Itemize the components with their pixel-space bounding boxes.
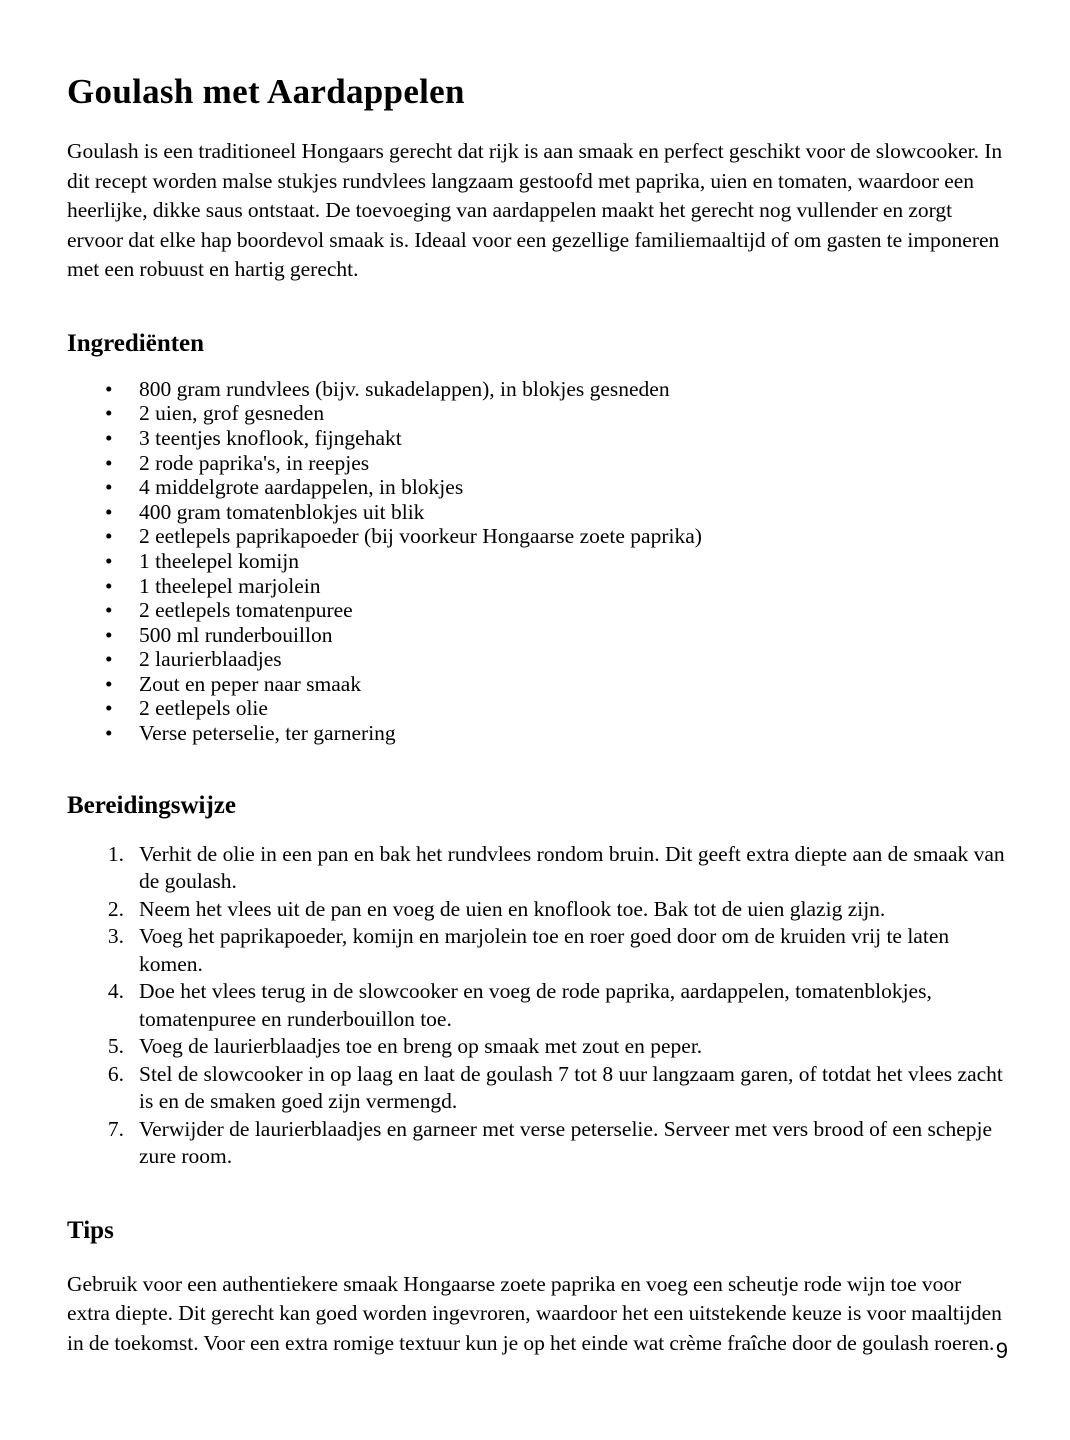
list-item xyxy=(67,1116,1007,1171)
ingredient-text: Zout en peper naar smaak xyxy=(139,671,362,696)
page-number: 9 xyxy=(995,1338,1008,1363)
list-item xyxy=(67,426,1007,451)
bullet-icon: • xyxy=(105,598,113,623)
bullet-icon: • xyxy=(105,376,113,401)
preparation-steps-list xyxy=(67,821,1007,1171)
list-item xyxy=(67,623,1007,648)
bullet-icon: • xyxy=(105,647,113,672)
list-item xyxy=(67,978,1007,1033)
list-item xyxy=(67,672,1007,697)
bullet-icon: • xyxy=(105,499,113,524)
ingredient-text: 400 gram tomatenblokjes uit blik xyxy=(139,499,425,524)
list-item xyxy=(67,377,1007,402)
list-item xyxy=(67,598,1007,623)
bullet-icon: • xyxy=(105,450,113,475)
step-text: Stel de slowcooker in op laag en laat de goulash 7 tot 8 uur langzaam garen, of totdat het vlees zacht is en de smaken goed zijn vermengd. xyxy=(139,1061,1003,1114)
step-number: 6. xyxy=(107,1061,124,1086)
ingredient-text: 3 teentjes knoflook, fijngehakt xyxy=(139,425,402,450)
tips-paragraph: Gebruik voor een authentiekere smaak Hongaarse zoete paprika en voeg een scheutje rode wijn toe voor extra diepte. Dit gerecht kan goed worden ingevroren, waardoor het een uitstekende keuze is voor maaltijden in de toekomst. Voor een extra romige textuur kun je op het einde wat crème fraîche door de goulash roeren. xyxy=(67,1271,1002,1355)
step-number: 7. xyxy=(107,1116,124,1141)
section-heading-ingredients: Ingrediënten xyxy=(67,329,205,357)
step-number: 1. xyxy=(107,841,124,866)
ingredient-text: 800 gram rundvlees (bijv. sukadelappen), in blokjes gesneden xyxy=(139,376,670,401)
step-number: 5. xyxy=(107,1034,124,1059)
list-item xyxy=(67,841,1007,896)
ingredient-text: 2 rode paprika's, in reepjes xyxy=(139,450,370,475)
step-text: Voeg de laurierblaadjes toe en breng op smaak met zout en peper. xyxy=(139,1034,703,1059)
ingredients-list xyxy=(67,359,1007,746)
intro-paragraph: Goulash is een traditioneel Hongaars gerecht dat rijk is aan smaak en perfect geschikt voor de slowcooker. In dit recept worden malse stukjes rundvlees langzaam gestoofd met paprika, uien en tomaten, waardoor een heerlijke, dikke saus ontstaat. De toevoeging van aardappelen maakt het gerecht nog vullender en zorgt ervoor dat elke hap boordevol smaak is. Ideaal voor een gezellige familiemaaltijd of om gasten te imponeren met een robuust en hartig gerecht. xyxy=(67,139,1003,282)
bullet-icon: • xyxy=(105,671,113,696)
ingredient-text: 1 theelepel komijn xyxy=(139,548,300,573)
list-item xyxy=(67,574,1007,599)
list-item xyxy=(67,1061,1007,1116)
list-item xyxy=(67,896,1007,924)
bullet-icon: • xyxy=(105,721,113,746)
ingredient-text: 2 uien, grof gesneden xyxy=(139,401,325,426)
list-item xyxy=(67,500,1007,525)
step-text: Voeg het paprikapoeder, komijn en marjolein toe en roer goed door om de kruiden vrij te laten komen. xyxy=(139,924,950,976)
bullet-icon: • xyxy=(105,622,113,647)
ingredient-text: 2 eetlepels tomatenpuree xyxy=(139,598,353,623)
list-item xyxy=(67,1033,1007,1061)
list-item xyxy=(67,451,1007,476)
list-item xyxy=(67,401,1007,426)
section-heading-tips: Tips xyxy=(67,1216,114,1244)
list-item xyxy=(67,923,1007,978)
step-number: 3. xyxy=(107,924,124,949)
ingredient-text: 2 eetlepels paprikapoeder (bij voorkeur Hongaarse zoete paprika) xyxy=(139,524,702,549)
step-text: Verhit de olie in een pan en bak het rundvlees rondom bruin. Dit geeft extra diepte aan de smaak van de goulash. xyxy=(139,841,1005,894)
step-text: Doe het vlees terug in de slowcooker en voeg de rode paprika, aardappelen, tomatenblokjes, tomatenpuree en runderbouillon toe. xyxy=(139,979,932,1031)
step-text: Verwijder de laurierblaadjes en garneer met verse peterselie. Serveer met vers brood of een schepje zure room. xyxy=(139,1116,993,1169)
ingredient-text: 2 laurierblaadjes xyxy=(139,647,282,672)
step-number: 2. xyxy=(107,896,124,921)
list-item xyxy=(67,647,1007,672)
bullet-icon: • xyxy=(105,401,113,426)
ingredient-text: 500 ml runderbouillon xyxy=(139,622,333,647)
list-item xyxy=(67,696,1007,721)
page-title: Goulash met Aardappelen xyxy=(67,72,465,111)
bullet-icon: • xyxy=(105,475,113,500)
ingredient-text: 2 eetlepels olie xyxy=(139,696,268,721)
ingredient-text: Verse peterselie, ter garnering xyxy=(139,721,396,746)
bullet-icon: • xyxy=(105,548,113,573)
section-heading-preparation: Bereidingswijze xyxy=(67,791,236,819)
step-number: 4. xyxy=(107,979,124,1004)
list-item xyxy=(67,721,1007,746)
bullet-icon: • xyxy=(105,425,113,450)
list-item xyxy=(67,475,1007,500)
bullet-icon: • xyxy=(105,696,113,721)
bullet-icon: • xyxy=(105,524,113,549)
bullet-icon: • xyxy=(105,573,113,598)
page-content xyxy=(67,0,1007,1358)
list-item xyxy=(67,549,1007,574)
list-item xyxy=(67,524,1007,549)
ingredient-text: 1 theelepel marjolein xyxy=(139,573,321,598)
ingredient-text: 4 middelgrote aardappelen, in blokjes xyxy=(139,475,464,500)
step-text: Neem het vlees uit de pan en voeg de uien en knoflook toe. Bak tot de uien glazig zijn. xyxy=(139,896,886,921)
